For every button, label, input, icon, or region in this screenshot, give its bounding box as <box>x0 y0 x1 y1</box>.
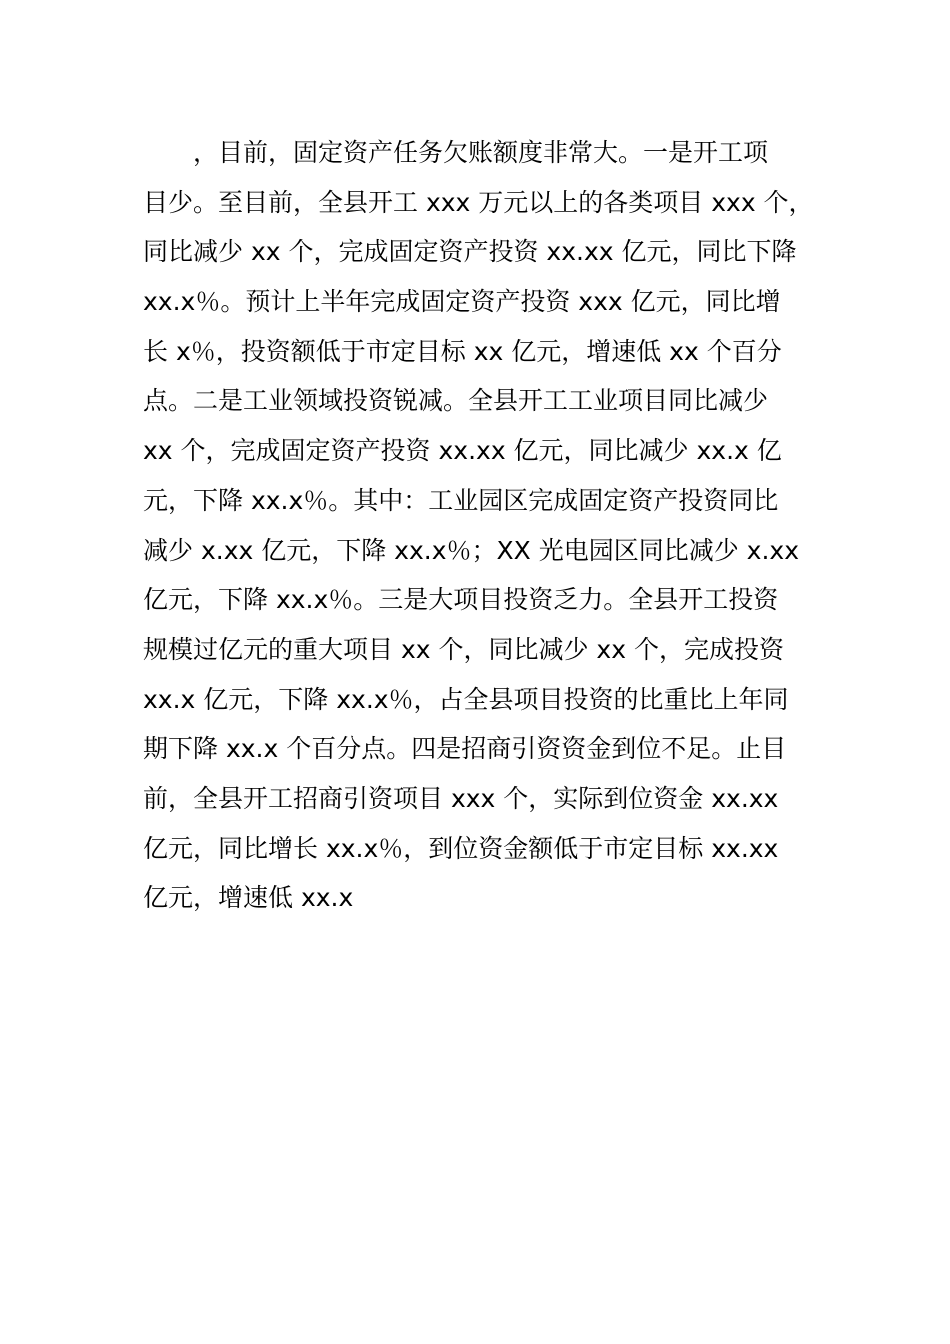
paragraph-line: 元，下降 xx.x％。其中：工业园区完成固定资产投资同比 <box>143 485 779 515</box>
paragraph-line: 长 x％，投资额低于市定目标 xx 亿元，增速低 xx 个百分 <box>143 336 782 366</box>
paragraph-line: 亿元，同比增长 xx.x％，到位资金额低于市定目标 xx.xx <box>143 833 779 863</box>
paragraph-line: 亿元，增速低 xx.x <box>143 883 354 913</box>
paragraph-line: xx.x％。预计上半年完成固定资产投资 xxx 亿元，同比增 <box>143 287 781 317</box>
paragraph-line: 期下降 xx.x 个百分点。四是招商引资资金到位不足。止目 <box>143 734 787 764</box>
paragraph-line: xx.x 亿元，下降 xx.x％，占全县项目投资的比重比上年同 <box>143 684 789 714</box>
paragraph-line: 亿元，下降 xx.x％。三是大项目投资乏力。全县开工投资 <box>143 585 779 615</box>
paragraph-line: 同比减少 xx 个，完成固定资产投资 xx.xx 亿元，同比下降 <box>143 237 797 267</box>
body-paragraph <box>143 128 843 923</box>
paragraph-line: ，目前，固定资产任务欠账额度非常大。一是开工项 <box>193 138 769 167</box>
paragraph-line: 规模过亿元的重大项目 xx 个，同比减少 xx 个，完成投资 <box>143 634 784 664</box>
paragraph-line: 点。二是工业领域投资锐减。全县开工工业项目同比减少 <box>143 386 769 416</box>
paragraph-line: 减少 x.xx 亿元，下降 xx.x％；XX 光电园区同比减少 x.xx <box>143 535 799 565</box>
paragraph-line: 目少。至目前，全县开工 xxx 万元以上的各类项目 xxx 个， <box>143 187 814 217</box>
paragraph-line: 前，全县开工招商引资项目 xxx 个，实际到位资金 xx.xx <box>143 783 779 813</box>
paragraph-line: xx 个，完成固定资产投资 xx.xx 亿元，同比减少 xx.x 亿 <box>143 436 782 466</box>
